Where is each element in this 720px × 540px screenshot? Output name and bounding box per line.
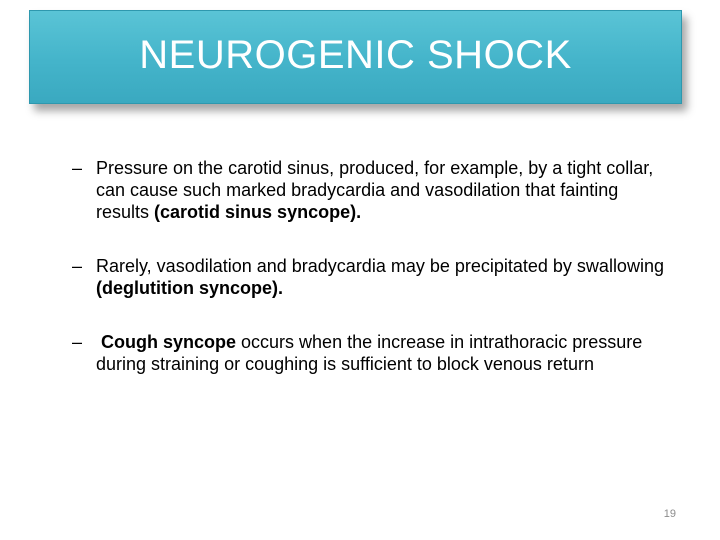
title-banner [29,10,682,104]
bullet-text: Rarely, vasodilation and bradycardia may be precipitated by swallowing [96,256,664,276]
bullet-dash: – [72,158,83,178]
bullet-dash: – [72,256,83,276]
bullet-bold-text: (deglutition syncope). [96,278,283,298]
bullet-list [72,157,672,407]
bullet-item [72,157,672,223]
bullet-item [72,331,672,375]
slide-number: 19 [663,508,676,520]
bullet-bold-text: Cough syncope [101,332,237,352]
bullet-text: occurs when the increase in intrathoracic pressure during straining or coughing is sufficient to block venous return [96,332,643,374]
slide-title: NEUROGENIC SHOCK [139,32,572,77]
bullet-dash: – [72,332,83,352]
bullet-item [72,255,672,299]
bullet-bold-text: (carotid sinus syncope). [154,202,362,222]
bullet-text: Pressure on the carotid sinus, produced, for example, by a tight collar, can cause such marked bradycardia and vasodilation that fainting results [96,158,654,222]
